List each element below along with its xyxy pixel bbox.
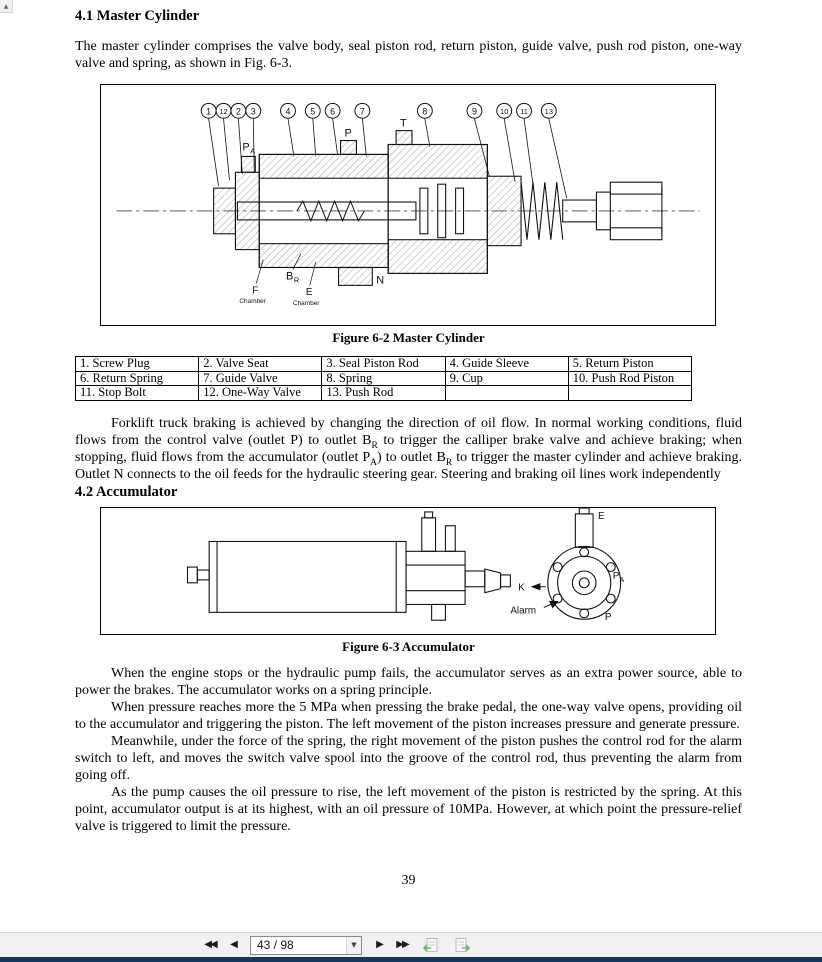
combo-dropdown-icon[interactable]: ▼ [346,937,361,954]
body-paragraph-1: When the engine stops or the hydraulic pump fails, the accumulator serves as an extra power source, able to power the brakes. The accumulator works on a spring principle. [75,665,742,698]
accumulator-k-label: K [518,582,525,594]
port-br-sub-label: R [293,275,300,285]
previous-view-icon [422,937,440,953]
previous-view-button[interactable] [419,934,443,956]
figure-6-2-frame [100,84,716,326]
callout-7: 7 [359,106,365,117]
port-pa-label: P [242,141,250,154]
page-indicator[interactable]: 43 / 98 [257,938,294,952]
up-arrow-icon: ▲ [3,2,9,10]
chamber-f-caption: Chamber [239,298,266,306]
callout-13: 13 [544,106,553,116]
body-paragraph-2: When pressure reaches more the 5 MPa when pressing the brake pedal, the one-way valve opens, providing oil to the accumulator and triggering the piston. The left movement of the piston increases pressure and generate pressure. [75,699,742,732]
port-pa-sub-label: A [250,146,256,156]
accumulator-diagram [101,508,715,634]
table-cell: 13. Push Rod [322,386,445,401]
port-p-label: P [344,127,352,140]
accumulator-pa-label: P [612,570,620,582]
table-cell [568,386,691,401]
callout-5: 5 [310,106,316,117]
page-number: 39 [401,872,416,888]
first-page-button[interactable]: ◀◀ [200,935,220,955]
callout-9: 9 [471,106,477,117]
table-cell: 2. Valve Seat [199,357,322,372]
next-view-icon [453,937,471,953]
table-cell: 6. Return Spring [76,371,199,386]
table-cell: 8. Spring [322,371,445,386]
callout-12: 12 [219,106,228,116]
section-4-2-heading: 4.2 Accumulator [75,483,178,500]
callout-3: 3 [250,106,256,117]
body-paragraph-4: As the pump causes the oil pressure to rise, the left movement of the piston is restricted by the spring. At this point, accumulator output is at its highest, with an oil pressure of 10MPa. However, at which point the pressure-relief valve is triggered to limit the pressure. [75,784,742,834]
chamber-e-caption: Chamber [292,300,320,308]
table-cell [445,386,568,401]
port-n-label: N [376,274,385,287]
figure-6-3-caption: Figure 6-3 Accumulator [342,638,475,654]
callout-10: 10 [500,106,509,116]
viewer-toolbar [0,932,822,957]
callout-11: 11 [520,106,528,116]
chamber-f-label: F [252,285,259,297]
table-row [76,371,692,386]
parts-table [75,356,692,401]
previous-page-button[interactable]: ◀ [223,935,243,955]
callout-2: 2 [235,106,241,117]
callout-4: 4 [285,106,291,117]
last-page-button[interactable]: ▶▶ [392,935,412,955]
accumulator-e-label: E [597,510,605,522]
figure-6-3-frame [100,507,716,635]
accumulator-alarm-label: Alarm [510,604,537,616]
table-cell: 5. Return Piston [568,357,691,372]
page-navigation-group [200,934,474,956]
table-cell: 11. Stop Bolt [76,386,199,401]
table-row [76,386,692,401]
callout-8: 8 [422,106,428,117]
flow-paragraph: Forklift truck braking is achieved by changing the direction of oil flow. In normal working conditions, fluid flows from the control valve (outlet P) to outlet $B_R$ to trigger the calliper brake valve and achieve braking; when stopping, fluid flows from the accumulator (outlet $P_A$) to outlet $B_R$ to trigger the master cylinder and achieve braking. Outlet N connects to the oil feeds for the hydraulic steering gear. Steering and braking oil lines work independently [75,415,742,482]
table-cell: 7. Guide Valve [199,371,322,386]
window-bottom-edge [0,957,822,962]
intro-paragraph: The master cylinder comprises the valve body, seal piston rod, return piston, guide valve, push rod piston, one-way valve and spring, as shown in Fig. 6-3. [75,39,742,71]
port-t-label: T [400,117,407,130]
accumulator-p-label: P [604,611,612,623]
callout-6: 6 [330,106,336,117]
port-br-label: B [286,270,294,283]
next-view-button[interactable] [450,934,474,956]
master-cylinder-diagram [101,85,715,325]
table-row [76,357,692,372]
table-cell: 3. Seal Piston Rod [322,357,445,372]
body-paragraph-3: Meanwhile, under the force of the spring, the right movement of the piston pushes the control rod for the alarm switch to left, and moves the switch valve spool into the groove of the control rod, thus preventing the alarm from going off. [75,733,742,783]
table-cell: 1. Screw Plug [76,357,199,372]
table-cell: 12. One-Way Valve [199,386,322,401]
callout-1: 1 [206,106,212,117]
table-cell: 10. Push Rod Piston [568,371,691,386]
chamber-e-label: E [305,287,313,299]
accumulator-pa-sub-label: A [619,576,625,584]
table-cell: 9. Cup [445,371,568,386]
page-number-combobox[interactable] [250,936,362,955]
figure-6-2-caption: Figure 6-2 Master Cylinder [332,330,485,345]
section-4-1-heading: 4.1 Master Cylinder [75,8,200,24]
table-cell: 4. Guide Sleeve [445,357,568,372]
next-page-button[interactable]: ▶ [369,935,389,955]
